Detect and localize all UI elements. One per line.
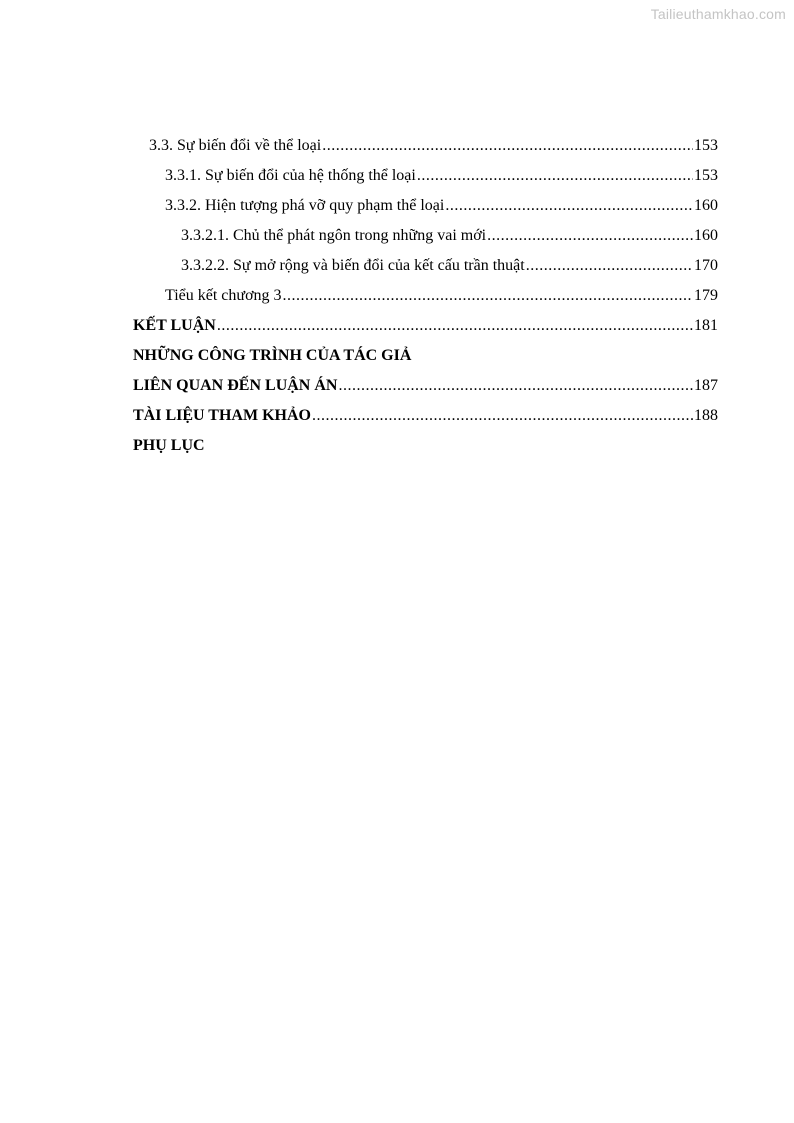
toc-dot-leader <box>283 281 693 311</box>
toc-entry-references[interactable] <box>133 401 718 431</box>
toc-entry-related-to-thesis[interactable] <box>133 371 718 401</box>
toc-dot-leader <box>417 161 693 191</box>
toc-dot-leader <box>487 221 693 251</box>
toc-dot-leader <box>338 371 693 401</box>
toc-page-number: 170 <box>694 257 718 274</box>
toc-dot-leader <box>322 131 693 161</box>
toc-entry-author-works[interactable] <box>133 341 718 371</box>
toc-entry-chapter-3-summary[interactable] <box>133 281 718 311</box>
toc-entry-title: 3.3.2.2. Sự mở rộng và biến đổi của kết cấu trần thuật <box>181 257 525 274</box>
toc-entry-title: 3.3. Sự biến đổi về thể loại <box>149 137 322 154</box>
toc-entry-title: 3.3.1. Sự biến đổi của hệ thống thể loại <box>165 167 416 184</box>
toc-entry-title: LIÊN QUAN ĐẾN LUẬN ÁN <box>133 377 338 394</box>
toc-entry-conclusion[interactable] <box>133 311 718 341</box>
toc-entry-3-3-2-1[interactable] <box>133 221 718 251</box>
toc-entry-title: 3.3.2. Hiện tượng phá vỡ quy phạm thể loại <box>165 197 445 214</box>
toc-page-number: 187 <box>694 377 718 394</box>
toc-entry-title: PHỤ LỤC <box>133 437 205 454</box>
toc-entry-3-3-2[interactable] <box>133 191 718 221</box>
toc-dot-leader <box>445 191 693 221</box>
table-of-contents <box>133 131 718 461</box>
toc-page-number: 160 <box>694 227 718 244</box>
toc-page-number: 153 <box>694 167 718 184</box>
toc-entry-3-3[interactable] <box>133 131 718 161</box>
toc-entry-title: KẾT LUẬN <box>133 317 216 334</box>
toc-page-number: 160 <box>694 197 718 214</box>
watermark-text: Tailieuthamkhao.com <box>650 6 786 22</box>
toc-page-number: 153 <box>694 137 718 154</box>
toc-page-number: 179 <box>694 287 718 304</box>
toc-dot-leader <box>312 401 693 431</box>
toc-entry-title: Tiểu kết chương 3 <box>165 287 282 304</box>
toc-entry-title: 3.3.2.1. Chủ thể phát ngôn trong những vai mới <box>181 227 487 244</box>
toc-dot-leader <box>217 311 693 341</box>
toc-entry-appendix[interactable] <box>133 431 718 461</box>
toc-dot-leader <box>526 251 693 281</box>
toc-entry-title: TÀI LIỆU THAM KHẢO <box>133 407 311 424</box>
toc-entry-3-3-1[interactable] <box>133 161 718 191</box>
toc-entry-3-3-2-2[interactable] <box>133 251 718 281</box>
toc-page-number: 181 <box>694 317 718 334</box>
toc-entry-title: NHỮNG CÔNG TRÌNH CỦA TÁC GIẢ <box>133 347 412 364</box>
toc-page-number: 188 <box>694 407 718 424</box>
